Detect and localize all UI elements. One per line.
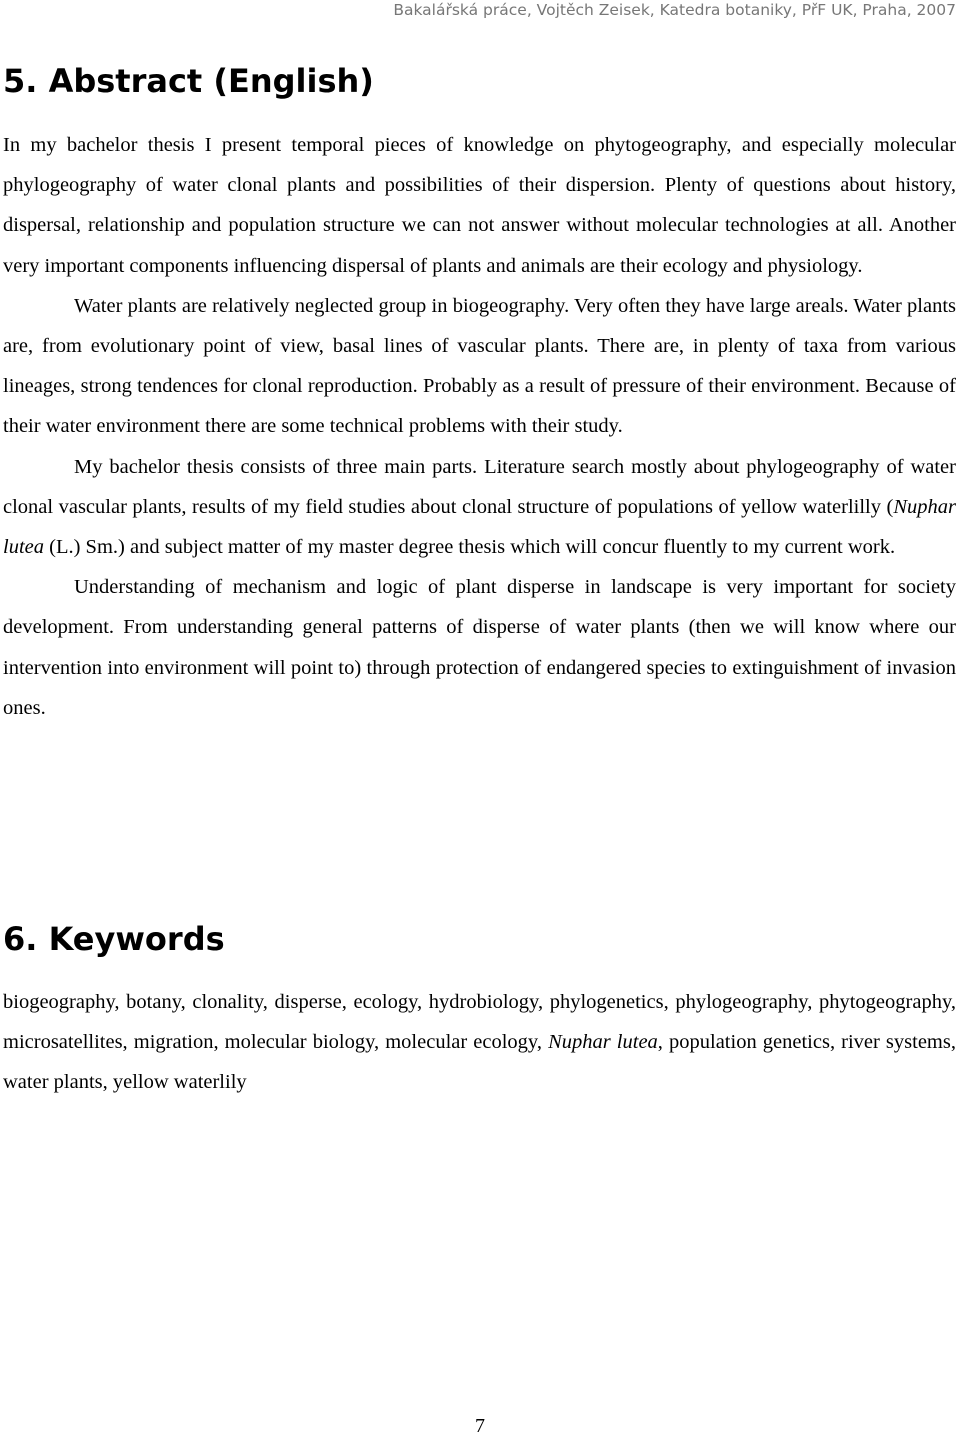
keywords-text-a: biogeography, botany, clonality, disperse, ecology, hydrobiology, phylogenetics, phylogeography, phytogeography, microsatellites, migration, molecular biology, molecular ecology, — [3, 991, 956, 1054]
keywords-heading: 6. Keywords — [3, 920, 225, 958]
abstract-body — [3, 125, 956, 728]
keyword-species-name: Nuphar lutea — [548, 1031, 658, 1054]
running-header: Bakalářská práce, Vojtěch Zeisek, Katedra botaniky, PřF UK, Praha, 2007 — [393, 1, 956, 19]
abstract-paragraph-3-text-a: My bachelor thesis consists of three main parts. Literature search mostly about phylogeography of water clonal vascular plants, results of my field studies about clonal structure of populations of yellow waterlilly ( — [3, 455, 956, 518]
keywords-list — [3, 982, 956, 1103]
keywords-text-b: , population genetics, river systems, water plants, yellow waterlily — [3, 1031, 956, 1094]
abstract-paragraph-2: Water plants are relatively neglected group in biogeography. Very often they have large areals. Water plants are, from evolutionary point of view, basal lines of vascular plants. There are, in plenty of taxa from various lineages, strong tendences for clonal reproduction. Probably as a result of pressure of their environment. Because of their water environment there are some technical problems with their study. — [3, 294, 956, 438]
keywords-body — [3, 982, 956, 1103]
page-number: 7 — [475, 1415, 485, 1437]
abstract-paragraph-4: Understanding of mechanism and logic of plant disperse in landscape is very important for society development. From understanding general patterns of disperse of water plants (then we will know where our intervention into environment will point to) through protection of endangered species to extinguishment of invasion ones. — [3, 576, 956, 719]
species-name: Nuphar lutea — [3, 495, 956, 559]
abstract-paragraph-3 — [3, 447, 956, 568]
abstract-paragraph-3-text-b: (L.) Sm.) and subject matter of my master degree thesis which will concur fluently to my current work. — [44, 536, 896, 559]
abstract-heading: 5. Abstract (English) — [3, 62, 374, 100]
abstract-paragraph-1: In my bachelor thesis I present temporal pieces of knowledge on phytogeography, and especially molecular phylogeography of water clonal plants and possibilities of their dispersion. Plenty of questions about history, dispersal, relationship and population structure we can not answer without molecular technologies at all. Another very important components influencing dispersal of plants and animals are their ecology and physiology. — [3, 134, 956, 277]
